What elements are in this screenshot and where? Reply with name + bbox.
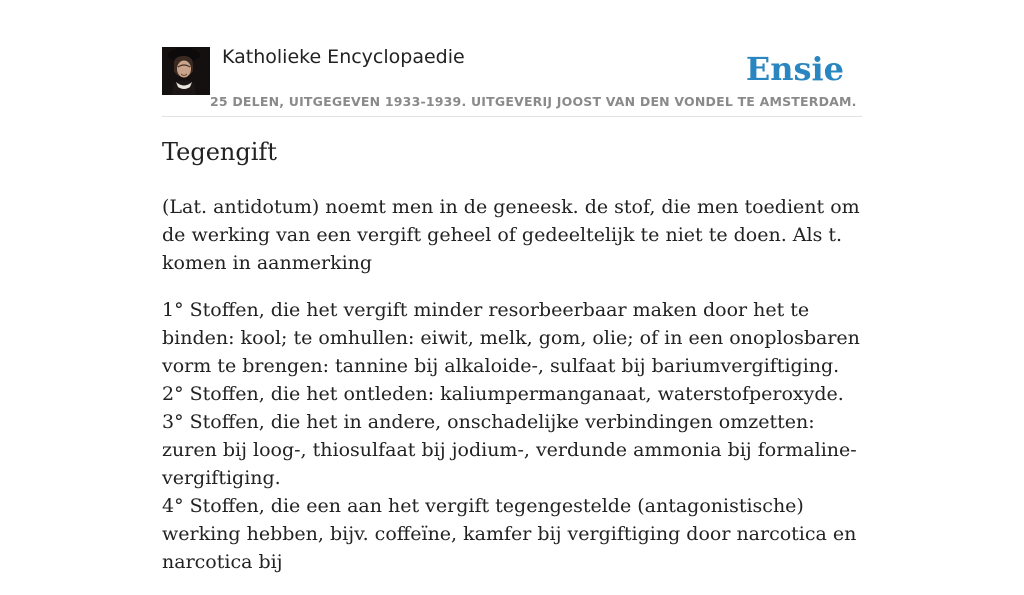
article-list <box>162 296 862 576</box>
article-intro: (Lat. antidotum) noemt men in de geneesk. de stof, die men toedient om de werking van een vergift geheel of gedeeltelijk te niet te doen. Als t. komen in aanmerking <box>162 196 860 274</box>
article-body <box>162 193 862 595</box>
article-title: Tegengift <box>162 138 277 166</box>
list-item: 2° Stoffen, die het ontleden: kaliumpermanganaat, waterstofperoxyde. <box>162 383 844 405</box>
source-subtitle: 25 DELEN, UITGEGEVEN 1933-1939. UITGEVERIJ JOOST VAN DEN VONDEL TE AMSTERDAM. <box>210 94 857 109</box>
list-item: 4° Stoffen, die een aan het vergift tegengestelde (antagonistische) werking hebben, bijv. coffeïne, kamfer bij vergiftiging door narcotica en narcotica bij <box>162 495 857 573</box>
list-item: 3° Stoffen, die het in andere, onschadelijke verbindingen omzetten: zuren bij loog-, thiosulfaat bij jodium-, verdunde ammonia bij formaline-vergiftiging. <box>162 411 857 489</box>
list-item: 1° Stoffen, die het vergift minder resorbeerbaar maken door het te binden: kool; te omhullen: eiwit, melk, gom, olie; of in een onoplosbaren vorm te brengen: tannine bij alkaloide-, sulfaat bij bariumvergiftiging. <box>162 299 860 377</box>
ensie-logo-link[interactable]: Ensie <box>745 50 844 88</box>
portrait-image <box>162 47 210 95</box>
source-title[interactable]: Katholieke Encyclopaedie <box>222 46 465 68</box>
source-header <box>162 44 862 117</box>
avatar[interactable] <box>162 47 210 95</box>
